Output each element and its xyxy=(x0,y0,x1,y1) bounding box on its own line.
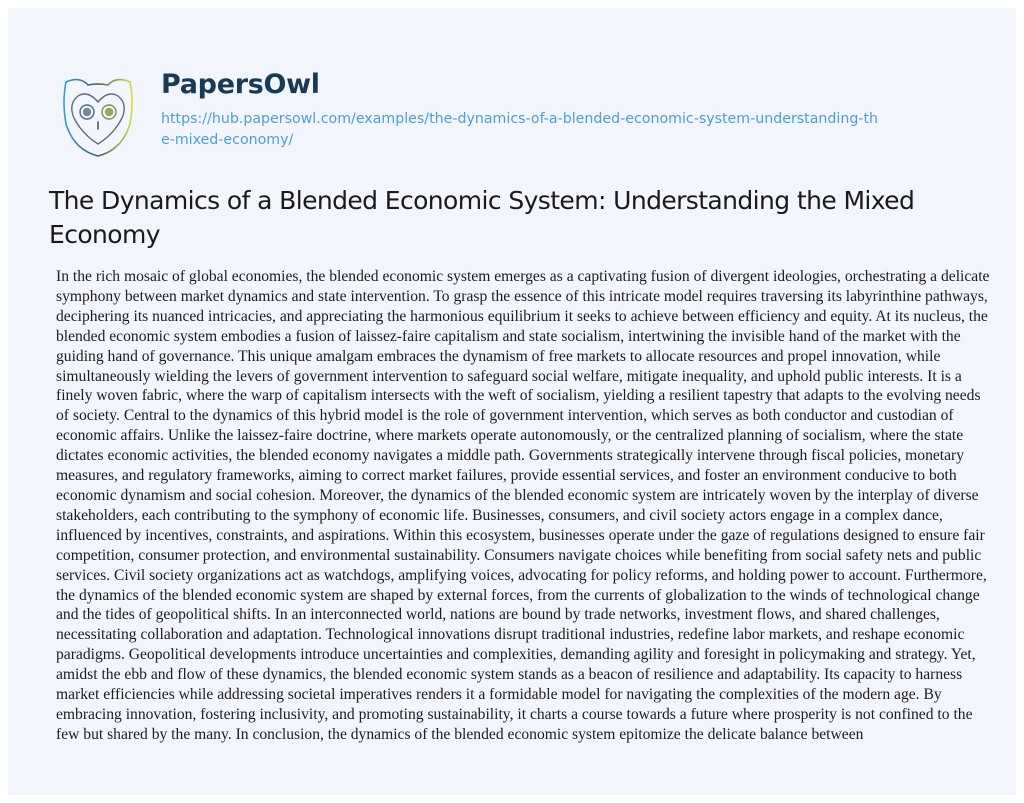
source-url-link[interactable]: https://hub.papersowl.com/examples/the-dynamics-of-a-blended-economic-system-understanding-the-mixed-economy/ xyxy=(161,111,879,148)
page-title: The Dynamics of a Blended Economic System: Understanding the Mixed Economy xyxy=(49,186,915,249)
owl-logo-icon xyxy=(58,72,138,162)
essay-body: In the rich mosaic of global economies, the blended economic system emerges as a captivating fusion of divergent ideologies, orchestrating a delicate symphony between market dynamics and state intervention. To grasp the essence of this intricate model requires traversing its labyrinthine pathways, deciphering its nuanced intricacies, and appreciating the harmonious equilibrium it seeks to achieve between efficiency and equity. At its nucleus, the blended economic system embodies a fusion of laissez-faire capitalism and state socialism, intertwining the invisible hand of the market with the guiding hand of governance. This unique amalgam embraces the dynamism of free markets to allocate resources and propel innovation, while simultaneously wielding the levers of government intervention to safeguard social welfare, mitigate inequality, and uphold public interests. It is a finely woven fabric, where the warp of capitalism intersects with the weft of socialism, yielding a resilient tapestry that adapts to the evolving needs of society. Central to the dynamics of this hybrid model is the role of government intervention, which serves as both conductor and custodian of economic affairs. Unlike the laissez-faire doctrine, where markets operate autonomously, or the centralized planning of socialism, where the state dictates economic activities, the blended economy navigates a middle path. Governments strategically intervene through fiscal policies, monetary measures, and regulatory frameworks, aiming to correct market failures, provide essential services, and foster an environment conducive to both economic dynamism and social cohesion. Moreover, the dynamics of the blended economic system are intricately woven by the interplay of diverse stakeholders, each contributing to the symphony of economic life. Businesses, consumers, and civil society actors engage in a complex dance, influenced by incentives, constraints, and aspirations. Within this ecosystem, businesses operate under the gaze of regulations designed to ensure fair competition, consumer protection, and environmental sustainability. Consumers navigate choices while benefiting from social safety nets and public services. Civil society organizations act as watchdogs, amplifying voices, advocating for policy reforms, and holding power to account. Furthermore, the dynamics of the blended economic system are shaped by external forces, from the currents of globalization to the winds of technological change and the tides of geopolitical shifts. In an interconnected world, nations are bound by trade networks, investment flows, and shared challenges, necessitating collaboration and adaptation. Technological innovations disrupt traditional industries, redefine labor markets, and reshape economic paradigms. Geopolitical developments introduce uncertainties and complexities, demanding agility and foresight in policymaking and strategy. Yet, amidst the ebb and flow of these dynamics, the blended economic system stands as a beacon of resilience and adaptability. Its capacity to harness market efficiencies while addressing societal imperatives renders it a formidable model for navigating the complexities of the modern age. By embracing innovation, fostering inclusivity, and promoting sustainability, it charts a course towards a future where prosperity is not confined to the few but shared by the many. In conclusion, the dynamics of the blended economic system epitomize the delicate balance between xyxy=(56,268,990,743)
brand-header xyxy=(58,66,138,166)
brand-block xyxy=(161,68,881,151)
brand-name: PapersOwl xyxy=(161,69,320,100)
document-card xyxy=(8,8,1016,795)
